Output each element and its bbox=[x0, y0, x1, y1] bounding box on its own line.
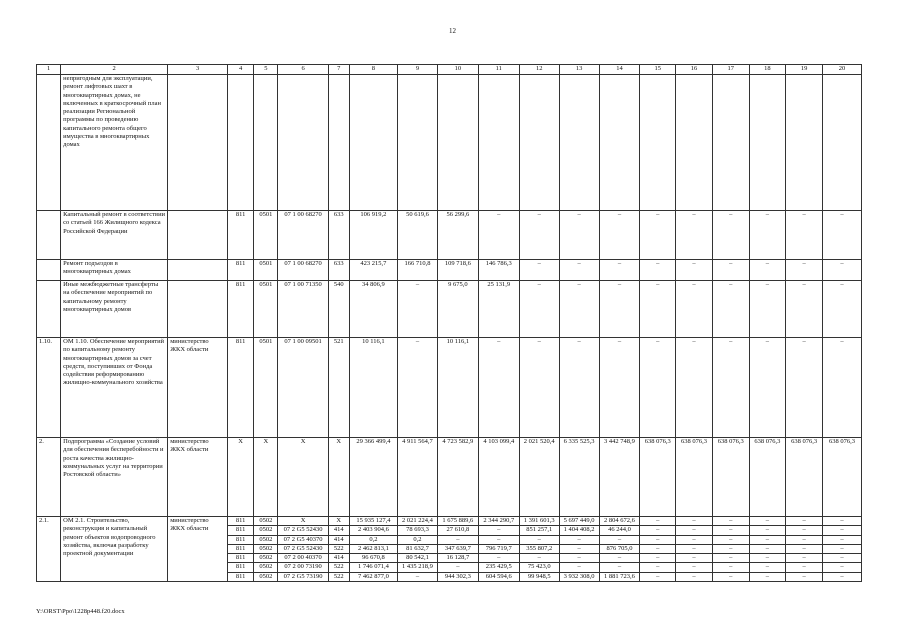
column-header: 4 bbox=[228, 65, 254, 75]
table-cell: – bbox=[559, 260, 599, 281]
column-header: 2 bbox=[61, 65, 168, 75]
table-cell: 0501 bbox=[254, 338, 278, 438]
table-cell: 633 bbox=[328, 211, 349, 260]
table-cell: Х bbox=[328, 517, 349, 526]
table-cell: – bbox=[786, 554, 823, 563]
table-cell: – bbox=[519, 260, 559, 281]
table-cell bbox=[168, 75, 228, 211]
table-cell: – bbox=[559, 563, 599, 572]
table-cell: 811 bbox=[228, 554, 254, 563]
table-cell: Капитальный ремонт в соответствии со статьей 166 Жилищного кодекса Российской Федерации bbox=[61, 211, 168, 260]
table-cell: – bbox=[676, 338, 713, 438]
table-cell: 876 705,0 bbox=[599, 544, 640, 553]
table-cell: – bbox=[823, 281, 862, 338]
table-cell: 522 bbox=[328, 563, 349, 572]
table-cell: – bbox=[599, 554, 640, 563]
table-cell: Ремонт подъездов в многоквартирных домах bbox=[61, 260, 168, 281]
table-cell bbox=[37, 211, 61, 260]
table-cell: – bbox=[712, 544, 749, 553]
table-cell: 166 710,8 bbox=[398, 260, 438, 281]
table-cell: 07 1 00 68270 bbox=[278, 211, 328, 260]
table-cell: 0501 bbox=[254, 211, 278, 260]
table-cell: ОМ 2.1. Строительство, реконструкция и капитальный ремонт объектов водопроводного хозяйства, включая разработку проектной документации bbox=[61, 517, 168, 582]
table-cell: – bbox=[823, 554, 862, 563]
table-cell: 414 bbox=[328, 526, 349, 535]
table-cell: 9 675,0 bbox=[437, 281, 478, 338]
table-cell: – bbox=[519, 554, 559, 563]
page-number: 12 bbox=[449, 27, 456, 35]
table-cell: 1 435 218,9 bbox=[398, 563, 438, 572]
table-cell: – bbox=[478, 554, 519, 563]
table-cell: – bbox=[749, 517, 786, 526]
table-cell: 811 bbox=[228, 563, 254, 572]
table-cell: – bbox=[823, 517, 862, 526]
table-cell: 146 786,3 bbox=[478, 260, 519, 281]
column-header: 18 bbox=[749, 65, 786, 75]
table-cell bbox=[228, 75, 254, 211]
table-cell: 07 2 G5 73190 bbox=[278, 572, 328, 581]
table-cell: – bbox=[599, 260, 640, 281]
table-cell: 638 076,3 bbox=[749, 438, 786, 517]
table-cell: – bbox=[786, 517, 823, 526]
table-cell: 2.1. bbox=[37, 517, 61, 582]
table-cell: 07 1 00 71350 bbox=[278, 281, 328, 338]
table-cell: – bbox=[559, 554, 599, 563]
table-cell: 414 bbox=[328, 554, 349, 563]
table-cell: – bbox=[676, 281, 713, 338]
table-cell: – bbox=[676, 526, 713, 535]
table-cell: – bbox=[823, 338, 862, 438]
table-cell: – bbox=[519, 281, 559, 338]
table-cell: 235 429,5 bbox=[478, 563, 519, 572]
table-cell: – bbox=[599, 211, 640, 260]
table-row bbox=[37, 517, 862, 526]
table-cell: – bbox=[749, 281, 786, 338]
table-cell: – bbox=[599, 535, 640, 544]
table-cell: – bbox=[823, 563, 862, 572]
table-cell: – bbox=[519, 535, 559, 544]
table-cell: – bbox=[823, 260, 862, 281]
column-header: 11 bbox=[478, 65, 519, 75]
table-cell: 633 bbox=[328, 260, 349, 281]
table-cell: 1 675 889,6 bbox=[437, 517, 478, 526]
table-cell: 1 746 071,4 bbox=[349, 563, 397, 572]
table-cell: – bbox=[823, 526, 862, 535]
table-row bbox=[37, 281, 862, 338]
table-cell: – bbox=[823, 572, 862, 581]
table-cell: – bbox=[786, 338, 823, 438]
column-header: 12 bbox=[519, 65, 559, 75]
table-cell: – bbox=[823, 211, 862, 260]
table-cell: – bbox=[559, 544, 599, 553]
table-cell: – bbox=[519, 211, 559, 260]
table-cell: 3 932 308,0 bbox=[559, 572, 599, 581]
table-cell: – bbox=[749, 563, 786, 572]
table-cell: 1 881 723,6 bbox=[599, 572, 640, 581]
table-cell: 4 723 582,9 bbox=[437, 438, 478, 517]
column-header: 1 bbox=[37, 65, 61, 75]
table-cell: – bbox=[749, 338, 786, 438]
table-cell: 355 807,2 bbox=[519, 544, 559, 553]
table-cell: – bbox=[823, 544, 862, 553]
table-cell: – bbox=[712, 338, 749, 438]
table-cell: – bbox=[519, 338, 559, 438]
table-cell: 07 1 00 68270 bbox=[278, 260, 328, 281]
table-cell: – bbox=[749, 211, 786, 260]
table-cell: 811 bbox=[228, 211, 254, 260]
table-cell bbox=[712, 75, 749, 211]
column-header: 10 bbox=[437, 65, 478, 75]
table-cell: 2 462 813,1 bbox=[349, 544, 397, 553]
table-cell: ОМ 1.10. Обеспечение мероприятий по капитальному ремонту многоквартирных домов за счет средств, поступивших от Фонда содействия реформированию жилищно-коммунального хозяйства bbox=[61, 338, 168, 438]
table-cell: Х bbox=[328, 438, 349, 517]
table-cell bbox=[478, 75, 519, 211]
table-cell: – bbox=[640, 535, 676, 544]
table-cell: – bbox=[712, 517, 749, 526]
column-header: 13 bbox=[559, 65, 599, 75]
table-cell bbox=[278, 75, 328, 211]
table-cell: – bbox=[676, 517, 713, 526]
table-cell: 522 bbox=[328, 572, 349, 581]
table-cell bbox=[349, 75, 397, 211]
table-cell: 34 806,9 bbox=[349, 281, 397, 338]
table-cell: 796 719,7 bbox=[478, 544, 519, 553]
table-cell: – bbox=[676, 563, 713, 572]
table-cell: 50 619,6 bbox=[398, 211, 438, 260]
table-cell: 07 1 00 09501 bbox=[278, 338, 328, 438]
table-cell: – bbox=[437, 535, 478, 544]
column-header: 7 bbox=[328, 65, 349, 75]
table-cell: Х bbox=[278, 517, 328, 526]
table-cell: 423 215,7 bbox=[349, 260, 397, 281]
table-cell: 15 935 127,4 bbox=[349, 517, 397, 526]
table-cell: 27 610,8 bbox=[437, 526, 478, 535]
table-cell: 811 bbox=[228, 260, 254, 281]
table-row bbox=[37, 438, 862, 517]
table-cell: 944 302,3 bbox=[437, 572, 478, 581]
table-cell: 638 076,3 bbox=[823, 438, 862, 517]
table-cell: 4 911 564,7 bbox=[398, 438, 438, 517]
table-cell: 638 076,3 bbox=[786, 438, 823, 517]
table-cell: – bbox=[786, 563, 823, 572]
table-cell: – bbox=[559, 281, 599, 338]
table-cell bbox=[328, 75, 349, 211]
table-cell: – bbox=[823, 535, 862, 544]
table-cell: непригодным для эксплуатации, ремонт лифтовых шахт в многоквартирных домах, не включенных в краткосрочный план реализации Региональной программы по проведению капитального ремонта общего имущества в многоквартирных домах bbox=[61, 75, 168, 211]
table-cell: 0501 bbox=[254, 281, 278, 338]
table-cell: – bbox=[676, 535, 713, 544]
table-cell: – bbox=[712, 281, 749, 338]
table-cell: 811 bbox=[228, 517, 254, 526]
column-header: 19 bbox=[786, 65, 823, 75]
table-cell: – bbox=[640, 517, 676, 526]
table-cell: 521 bbox=[328, 338, 349, 438]
table-cell: – bbox=[599, 338, 640, 438]
table-cell: министерство ЖКХ области bbox=[168, 438, 228, 517]
table-cell: – bbox=[640, 563, 676, 572]
table-cell: – bbox=[478, 526, 519, 535]
table-cell: – bbox=[398, 338, 438, 438]
table-cell: 6 335 525,3 bbox=[559, 438, 599, 517]
table-cell: Иные межбюджетные трансферты на обеспечение мероприятий по капитальному ремонту многоквартирных домов bbox=[61, 281, 168, 338]
table-row bbox=[37, 75, 862, 211]
table-cell: – bbox=[712, 554, 749, 563]
table-cell bbox=[676, 75, 713, 211]
table-cell: – bbox=[599, 281, 640, 338]
table-cell: – bbox=[749, 554, 786, 563]
table-cell: 07 2 00 40370 bbox=[278, 554, 328, 563]
table-row bbox=[37, 338, 862, 438]
table-cell: 3 442 748,9 bbox=[599, 438, 640, 517]
table-cell: – bbox=[786, 535, 823, 544]
table-cell: – bbox=[478, 535, 519, 544]
table-cell: 0502 bbox=[254, 526, 278, 535]
table-cell bbox=[168, 260, 228, 281]
table-cell: 1 404 408,2 bbox=[559, 526, 599, 535]
table-cell: – bbox=[749, 535, 786, 544]
table-cell: – bbox=[749, 572, 786, 581]
table-cell: 5 697 449,0 bbox=[559, 517, 599, 526]
table-cell: 81 632,7 bbox=[398, 544, 438, 553]
table-cell: 29 366 499,4 bbox=[349, 438, 397, 517]
table-cell: – bbox=[749, 526, 786, 535]
table-cell bbox=[823, 75, 862, 211]
table-cell: – bbox=[749, 544, 786, 553]
column-header: 20 bbox=[823, 65, 862, 75]
table-cell: 811 bbox=[228, 544, 254, 553]
table-row bbox=[37, 211, 862, 260]
table-cell: 1 391 601,3 bbox=[519, 517, 559, 526]
table-cell: – bbox=[398, 281, 438, 338]
table-cell: 109 718,6 bbox=[437, 260, 478, 281]
table-cell: 07 2 G5 52430 bbox=[278, 544, 328, 553]
budget-table bbox=[36, 64, 862, 582]
table-cell: 0502 bbox=[254, 517, 278, 526]
table-cell: – bbox=[398, 572, 438, 581]
table-cell: – bbox=[786, 281, 823, 338]
column-header: 3 bbox=[168, 65, 228, 75]
column-header: 5 bbox=[254, 65, 278, 75]
table-cell bbox=[254, 75, 278, 211]
table-cell: 1.10. bbox=[37, 338, 61, 438]
table-cell: 0502 bbox=[254, 563, 278, 572]
table-cell: 07 2 G5 52430 bbox=[278, 526, 328, 535]
table-cell bbox=[37, 260, 61, 281]
table-cell: 638 076,3 bbox=[712, 438, 749, 517]
table-cell: – bbox=[676, 260, 713, 281]
table-cell bbox=[168, 281, 228, 338]
table-cell: – bbox=[640, 526, 676, 535]
table-cell: 10 116,1 bbox=[437, 338, 478, 438]
table-cell: – bbox=[640, 544, 676, 553]
table-cell: 0501 bbox=[254, 260, 278, 281]
table-cell: – bbox=[559, 211, 599, 260]
table-cell: – bbox=[599, 563, 640, 572]
table-cell: 78 693,3 bbox=[398, 526, 438, 535]
table-cell: 2 021 520,4 bbox=[519, 438, 559, 517]
table-cell: – bbox=[786, 572, 823, 581]
table-cell: 25 131,9 bbox=[478, 281, 519, 338]
table-cell: 2 021 224,4 bbox=[398, 517, 438, 526]
table-cell: 811 bbox=[228, 535, 254, 544]
table-cell: – bbox=[437, 563, 478, 572]
column-header: 17 bbox=[712, 65, 749, 75]
table-cell: – bbox=[640, 260, 676, 281]
column-header: 8 bbox=[349, 65, 397, 75]
table-cell bbox=[37, 281, 61, 338]
footer-path: Y:\ORST\Ppo\1228p448.f20.docx bbox=[36, 608, 125, 615]
table-cell: 0502 bbox=[254, 544, 278, 553]
table-cell: – bbox=[786, 526, 823, 535]
table-cell: 07 2 00 73190 bbox=[278, 563, 328, 572]
table-cell: министерство ЖКХ области bbox=[168, 517, 228, 582]
table-cell: 2 403 904,6 bbox=[349, 526, 397, 535]
table-cell bbox=[519, 75, 559, 211]
table-cell bbox=[640, 75, 676, 211]
table-cell: 2. bbox=[37, 438, 61, 517]
table-cell: – bbox=[676, 211, 713, 260]
column-header: 15 bbox=[640, 65, 676, 75]
table-cell bbox=[749, 75, 786, 211]
table-cell bbox=[168, 211, 228, 260]
table-cell: – bbox=[712, 563, 749, 572]
table-cell bbox=[37, 75, 61, 211]
table-cell: Подпрограмма «Создание условий для обеспечения бесперебойности и роста качества жилищно-коммунальных услуг на территории Ростовской области» bbox=[61, 438, 168, 517]
column-header: 6 bbox=[278, 65, 328, 75]
table-cell: 56 299,6 bbox=[437, 211, 478, 260]
table-cell: – bbox=[786, 544, 823, 553]
table-row bbox=[37, 260, 862, 281]
table-cell bbox=[599, 75, 640, 211]
table-cell: 46 244,0 bbox=[599, 526, 640, 535]
table-cell: – bbox=[712, 211, 749, 260]
table-cell: Х bbox=[228, 438, 254, 517]
table-cell: 638 076,3 bbox=[640, 438, 676, 517]
table-cell: – bbox=[712, 526, 749, 535]
table-cell: 811 bbox=[228, 572, 254, 581]
table-cell: министерство ЖКХ области bbox=[168, 338, 228, 438]
table-cell: 10 116,1 bbox=[349, 338, 397, 438]
table-cell: 0502 bbox=[254, 535, 278, 544]
table-cell: – bbox=[640, 281, 676, 338]
table-cell bbox=[786, 75, 823, 211]
table-cell: – bbox=[712, 572, 749, 581]
table-cell: Х bbox=[254, 438, 278, 517]
table-cell: Х bbox=[278, 438, 328, 517]
table-cell: 0,2 bbox=[398, 535, 438, 544]
table-cell: – bbox=[640, 554, 676, 563]
table-cell: – bbox=[640, 572, 676, 581]
table-cell: 811 bbox=[228, 338, 254, 438]
table-cell: 347 639,7 bbox=[437, 544, 478, 553]
table-cell: – bbox=[478, 211, 519, 260]
table-cell bbox=[437, 75, 478, 211]
column-header: 9 bbox=[398, 65, 438, 75]
table-cell: 2 344 290,7 bbox=[478, 517, 519, 526]
table-cell: 522 bbox=[328, 544, 349, 553]
table-cell: 2 804 672,6 bbox=[599, 517, 640, 526]
table-cell bbox=[559, 75, 599, 211]
column-header: 14 bbox=[599, 65, 640, 75]
table-cell: – bbox=[640, 211, 676, 260]
table-cell: 96 670,8 bbox=[349, 554, 397, 563]
table-cell: 07 2 G5 40370 bbox=[278, 535, 328, 544]
table-cell: – bbox=[786, 211, 823, 260]
table-cell: – bbox=[640, 338, 676, 438]
table-cell: – bbox=[676, 544, 713, 553]
header-row bbox=[37, 65, 862, 75]
table-cell: 75 423,0 bbox=[519, 563, 559, 572]
table-cell: – bbox=[676, 572, 713, 581]
table-cell: 604 594,6 bbox=[478, 572, 519, 581]
table-cell: 851 257,1 bbox=[519, 526, 559, 535]
table-cell: – bbox=[559, 338, 599, 438]
table-cell: 0502 bbox=[254, 572, 278, 581]
table-cell: 4 103 099,4 bbox=[478, 438, 519, 517]
table-cell: 0,2 bbox=[349, 535, 397, 544]
table-cell: 7 462 877,0 bbox=[349, 572, 397, 581]
table-cell: 106 919,2 bbox=[349, 211, 397, 260]
table-cell: – bbox=[676, 554, 713, 563]
table-cell: – bbox=[712, 260, 749, 281]
table-cell: 540 bbox=[328, 281, 349, 338]
table-cell: 16 128,7 bbox=[437, 554, 478, 563]
table-cell: 80 542,1 bbox=[398, 554, 438, 563]
column-header: 16 bbox=[676, 65, 713, 75]
table-cell: – bbox=[786, 260, 823, 281]
table-cell bbox=[398, 75, 438, 211]
table-cell: 414 bbox=[328, 535, 349, 544]
table-cell: – bbox=[478, 338, 519, 438]
table-cell: – bbox=[559, 535, 599, 544]
table-cell: – bbox=[749, 260, 786, 281]
table-cell: 811 bbox=[228, 281, 254, 338]
table-cell: 0502 bbox=[254, 554, 278, 563]
table-cell: – bbox=[712, 535, 749, 544]
table-cell: 638 076,3 bbox=[676, 438, 713, 517]
table-cell: 811 bbox=[228, 526, 254, 535]
table-cell: 99 948,5 bbox=[519, 572, 559, 581]
